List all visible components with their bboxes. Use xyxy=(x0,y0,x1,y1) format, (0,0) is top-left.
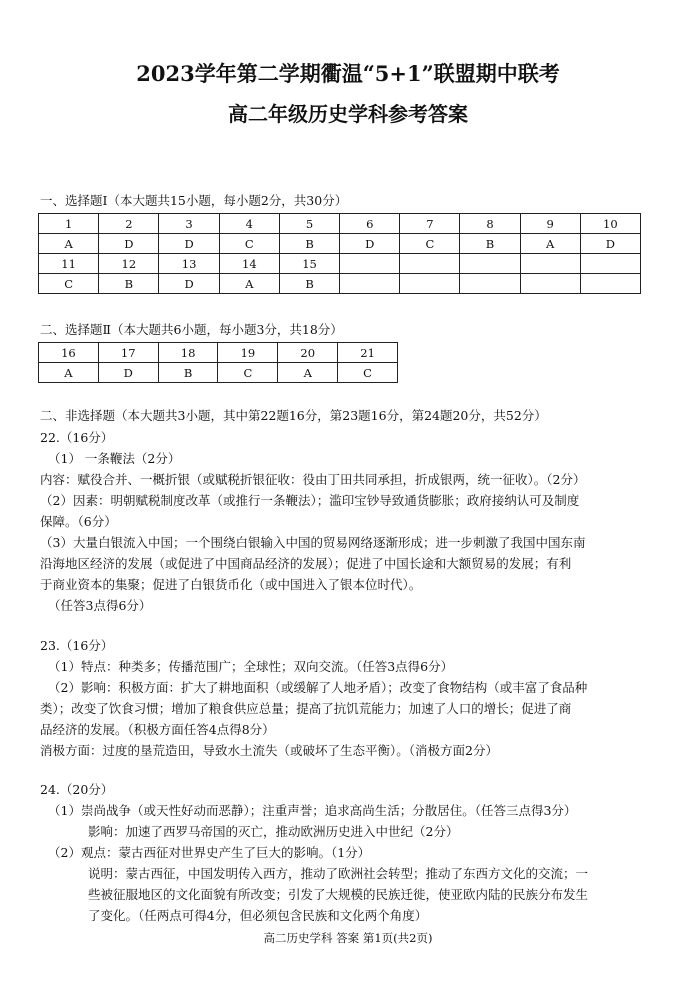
table-row xyxy=(39,214,641,234)
section2-heading: 二、选择题Ⅱ（本大题共6小题，每小题3分，共18分） xyxy=(40,322,343,337)
table-cell: C xyxy=(400,234,460,254)
table-cell: A xyxy=(219,274,279,294)
table-cell: D xyxy=(580,234,640,254)
q22-line: （1） 一条鞭法（2分） xyxy=(48,451,181,466)
answer-table-2 xyxy=(38,342,398,383)
q23-line: （1）特点：种类多；传播范围广；全球性；双向交流。（任答3点得6分） xyxy=(48,659,454,674)
table-row xyxy=(39,343,398,363)
q22-line: （2）因素：明朝赋税制度改革（或推行一条鞭法）；滥印宝钞导致通货膨胀；政府接纳认可及制度 xyxy=(40,493,580,508)
table-cell: 7 xyxy=(400,214,460,234)
table-cell xyxy=(580,254,640,274)
table-row xyxy=(39,363,398,383)
table-cell: 21 xyxy=(338,343,398,363)
table-cell: A xyxy=(520,234,580,254)
table-cell: D xyxy=(340,234,400,254)
q22-head: 22.（16分） xyxy=(40,430,114,445)
q24-line: 说明：蒙古西征，中国发明传入西方，推动了欧洲社会转型；推动了东西方文化的交流；一 xyxy=(88,866,589,881)
q22-line: 保障。（6分） xyxy=(40,514,117,529)
table-cell: A xyxy=(39,234,99,254)
table-cell: 14 xyxy=(219,254,279,274)
table-cell xyxy=(460,254,520,274)
table-cell: 10 xyxy=(580,214,640,234)
table-cell: D xyxy=(159,274,219,294)
table-cell: 9 xyxy=(520,214,580,234)
q24-line: 些被征服地区的文化面貌有所改变；引发了大规模的民族迁徙，使亚欧内陆的民族分布发生 xyxy=(88,887,589,902)
table-cell xyxy=(520,274,580,294)
table-cell: C xyxy=(338,363,398,383)
q22-line: 内容：赋役合并、一概折银（或赋税折银征收：役由丁田共同承担，折成银两，统一征收）。（2分） xyxy=(40,472,586,487)
table-cell: 20 xyxy=(278,343,338,363)
q24-line: （1）崇尚战争（或天性好动而恶静）；注重声誉；追求高尚生活；分散居住。（任答三点得3分） xyxy=(48,803,577,818)
table-row xyxy=(39,254,641,274)
table-cell: 13 xyxy=(159,254,219,274)
table-cell: B xyxy=(158,363,218,383)
q22-line: （任答3点得6分） xyxy=(48,598,152,613)
table-cell: A xyxy=(39,363,99,383)
table-cell: 5 xyxy=(279,214,339,234)
q24-line: 影响：加速了西罗马帝国的灭亡，推动欧洲历史进入中世纪（2分） xyxy=(88,824,459,839)
q23-line: （2）影响：积极方面：扩大了耕地面积（或缓解了人地矛盾）；改变了食物结构（或丰富了食品种 xyxy=(48,680,588,695)
section1-heading: 一、选择题Ⅰ（本大题共15小题，每小题2分，共30分） xyxy=(40,193,348,208)
q22-line: （3）大量白银流入中国；一个围绕白银输入中国的贸易网络逐渐形成；进一步刺激了我国中国东南 xyxy=(40,535,586,550)
answer-table-1 xyxy=(38,213,641,294)
table-cell: B xyxy=(279,234,339,254)
page-subtitle: 高二年级历史学科参考答案 xyxy=(228,102,468,126)
table-cell: 4 xyxy=(219,214,279,234)
table-cell: 3 xyxy=(159,214,219,234)
table-cell: 19 xyxy=(218,343,278,363)
table-cell: C xyxy=(39,274,99,294)
table-row xyxy=(39,274,641,294)
q24-line: 了变化。（任两点可得4分，但必须包含民族和文化两个角度） xyxy=(88,908,428,923)
table-cell: 16 xyxy=(39,343,99,363)
table-cell: D xyxy=(98,363,158,383)
table-cell: 6 xyxy=(340,214,400,234)
q23-line: 品经济的发展。（积极方面任答4点得8分） xyxy=(40,722,275,737)
table-cell: D xyxy=(159,234,219,254)
table-cell xyxy=(460,274,520,294)
table-cell: D xyxy=(99,234,159,254)
table-cell: B xyxy=(460,234,520,254)
table-cell xyxy=(580,274,640,294)
q23-line: 类）；改变了饮食习惯；增加了粮食供应总量；提高了抗饥荒能力；加速了人口的增长；促进了商 xyxy=(40,701,572,716)
table-cell: 2 xyxy=(99,214,159,234)
q23-head: 23.（16分） xyxy=(40,638,114,653)
section3-heading: 二、非选择题（本大题共3小题，其中第22题16分，第23题16分，第24题20分，共52分） xyxy=(40,408,547,423)
table-row xyxy=(39,234,641,254)
table-cell: 8 xyxy=(460,214,520,234)
table-cell xyxy=(340,274,400,294)
table-cell: A xyxy=(278,363,338,383)
table-cell xyxy=(400,274,460,294)
table-cell: 11 xyxy=(39,254,99,274)
q22-line: 于商业资本的集聚；促进了白银货币化（或中国进入了银本位时代）。 xyxy=(40,577,422,592)
table-cell: C xyxy=(219,234,279,254)
table-cell: 17 xyxy=(98,343,158,363)
q23-line: 消极方面：过度的垦荒造田，导致水土流失（或破坏了生态平衡）。（消极方面2分） xyxy=(40,743,498,758)
table-cell xyxy=(340,254,400,274)
page-footer: 高二历史学科 答案 第1页(共2页) xyxy=(263,931,433,945)
q24-head: 24.（20分） xyxy=(40,782,114,797)
table-cell: 12 xyxy=(99,254,159,274)
page-title: 2023学年第二学期衢温“5+1”联盟期中联考 xyxy=(136,61,560,86)
table-cell: B xyxy=(99,274,159,294)
table-cell: C xyxy=(218,363,278,383)
table-cell: B xyxy=(279,274,339,294)
table-cell xyxy=(400,254,460,274)
table-cell: 1 xyxy=(39,214,99,234)
table-cell: 18 xyxy=(158,343,218,363)
table-cell xyxy=(520,254,580,274)
table-cell: 15 xyxy=(279,254,339,274)
q22-line: 沿海地区经济的发展（或促进了中国商品经济的发展）；促进了中国长途和大额贸易的发展；有利 xyxy=(40,556,572,571)
q24-line: （2）观点：蒙古西征对世界史产生了巨大的影响。（1分） xyxy=(48,845,371,860)
